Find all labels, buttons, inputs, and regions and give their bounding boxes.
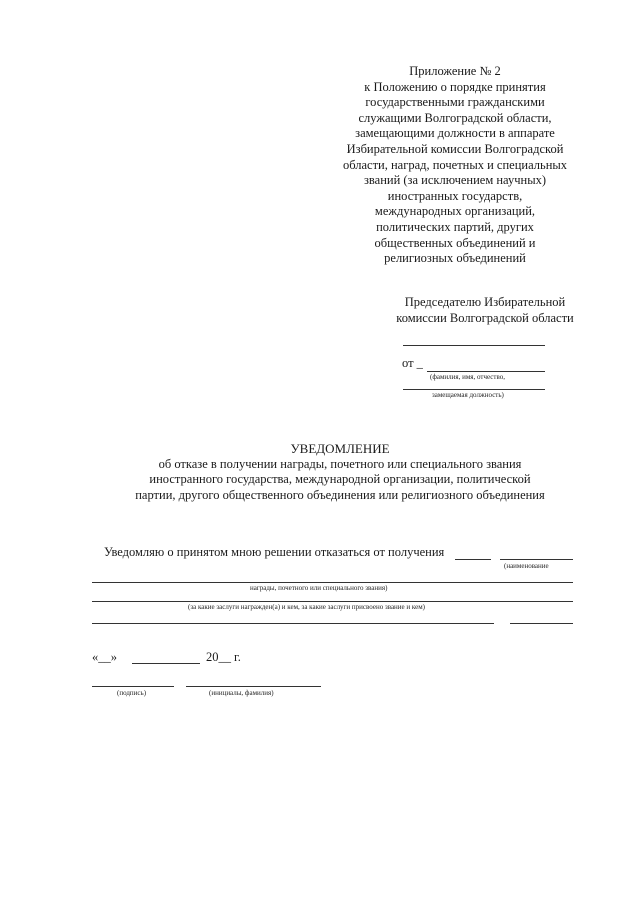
annex-line: политических партий, других <box>376 219 534 234</box>
annex-line: иностранных государств, <box>387 188 523 203</box>
fio-hint: (фамилия, имя, отчество, <box>430 373 505 381</box>
from-label: от _ <box>402 356 423 370</box>
merits-line[interactable] <box>92 601 573 602</box>
annex-title: Приложение № 2 <box>409 64 501 78</box>
signature-hint: (подпись) <box>117 689 147 697</box>
notice-subtitle-line: об отказе в получении награды, почетного или специального звания <box>158 456 522 471</box>
signature-line[interactable] <box>92 686 174 687</box>
notice-title: УВЕДОМЛЕНИЕ <box>290 441 390 456</box>
hint-merits: (за какие заслуги награжден(а) и кем, за какие заслуги присвоено звание и кем) <box>188 603 425 611</box>
extra-line-left[interactable] <box>92 623 494 624</box>
from-fio-line[interactable] <box>427 371 545 372</box>
addressee-line-2: комиссии Волгоградской области <box>396 311 574 325</box>
date-year-suffix: г. <box>234 650 241 664</box>
notice-heading <box>60 441 620 503</box>
annex-line: званий (за исключением научных) <box>363 173 547 188</box>
notice-subtitle-line: партии, другого общественного объединения или религиозного объединения <box>135 487 545 502</box>
annex-line: религиозных объединений <box>384 251 526 266</box>
date-year: 20__ <box>206 650 231 664</box>
hint-name: (наименование <box>504 562 549 570</box>
notice-statement: Уведомляю о принятом мною решении отказаться от получения <box>104 545 445 559</box>
statement-blank-short[interactable] <box>455 559 491 560</box>
addressee-blank-line[interactable] <box>403 345 545 346</box>
extra-line-right[interactable] <box>510 623 573 624</box>
annex-line: служащими Волгоградской области, <box>358 110 552 125</box>
annex-line: общественных объединений и <box>374 235 536 250</box>
date-day: «__» <box>92 650 117 664</box>
position-hint: замещаемая должность) <box>432 391 504 399</box>
annex-line: Избирательной комиссии Волгоградской <box>346 141 564 156</box>
annex-line: к Положению о порядке принятия <box>364 79 546 94</box>
annex-line: государственными гражданскими <box>365 95 545 110</box>
addressee-block <box>365 294 605 326</box>
annex-line: замещающими должности в аппарате <box>355 126 555 141</box>
addressee-line-1: Председателю Избирательной <box>404 295 566 309</box>
date-month-line[interactable] <box>132 663 200 664</box>
initials-line[interactable] <box>186 686 321 687</box>
notice-subtitle-line: иностранного государства, международной организации, политической <box>149 472 531 487</box>
annex-header <box>330 64 580 267</box>
annex-line: международных организаций, <box>374 204 536 219</box>
hint-award: награды, почетного или специального звания) <box>250 584 388 592</box>
statement-blank-long[interactable] <box>500 559 573 560</box>
annex-line: области, наград, почетных и специальных <box>342 157 568 172</box>
initials-hint: (инициалы, фамилия) <box>209 689 274 697</box>
position-line[interactable] <box>403 389 545 390</box>
award-line[interactable] <box>92 582 573 583</box>
